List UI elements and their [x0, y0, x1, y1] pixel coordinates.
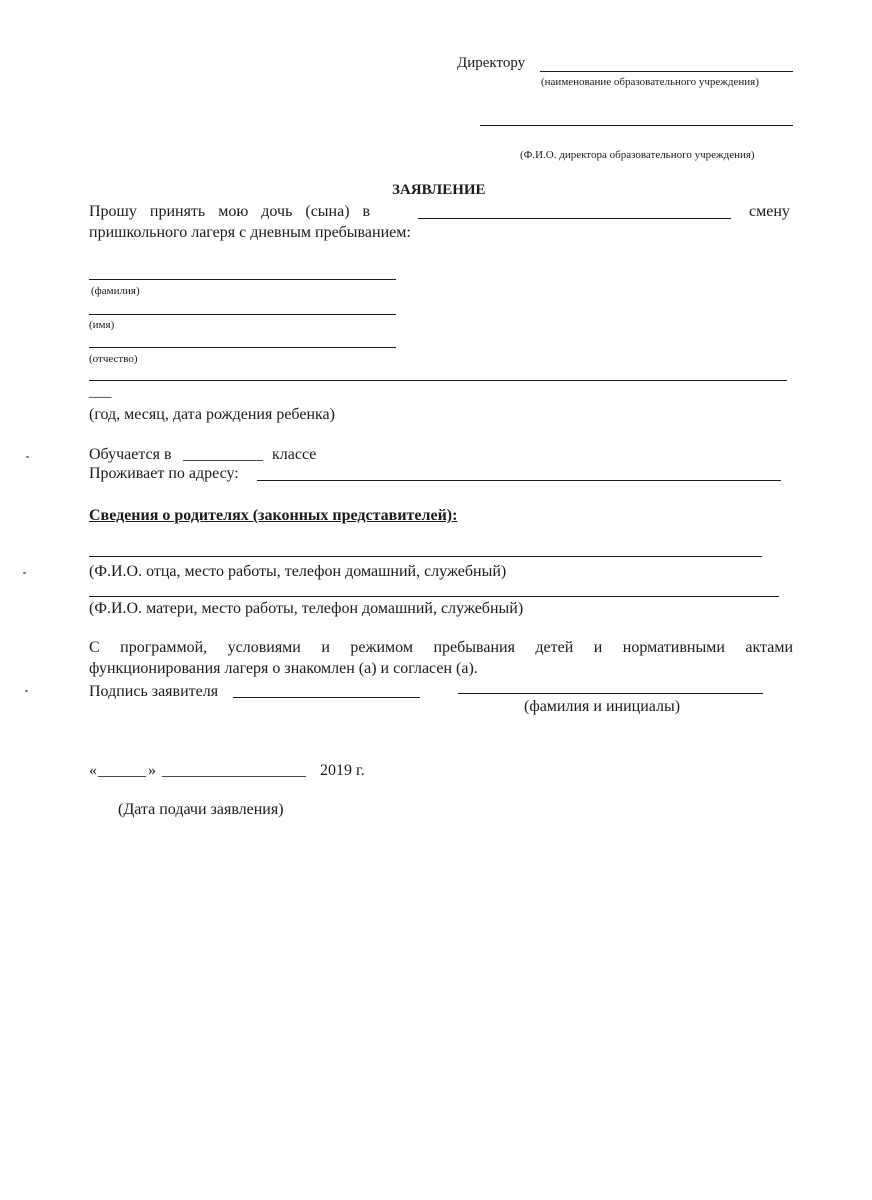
- signature-label: Подпись заявителя: [89, 683, 219, 700]
- grade-suffix: классе: [272, 446, 317, 463]
- scan-speck: [25, 690, 28, 692]
- signature-line[interactable]: [233, 697, 420, 698]
- birth-dash: ___: [89, 384, 112, 400]
- address-label: Проживает по адресу:: [89, 465, 239, 482]
- patronymic-line[interactable]: [89, 347, 396, 348]
- date-open-quote: «: [89, 762, 97, 779]
- name-caption: (имя): [89, 319, 115, 331]
- birth-caption: (год, месяц, дата рождения ребенка): [89, 406, 335, 423]
- grade-prefix: Обучается в: [89, 446, 172, 463]
- date-close-quote: »: [148, 762, 156, 779]
- date-year: 2019 г.: [320, 762, 365, 779]
- date-month-blank[interactable]: __________________: [162, 762, 306, 779]
- birth-date-line[interactable]: [89, 380, 787, 381]
- surname-line[interactable]: [89, 279, 396, 280]
- scan-speck: [23, 572, 26, 574]
- mother-line[interactable]: [89, 596, 779, 597]
- date-caption: (Дата подачи заявления): [118, 801, 284, 818]
- address-line[interactable]: [257, 480, 781, 481]
- director-caption: (Ф.И.О. директора образовательного учреждения): [520, 149, 755, 161]
- patronymic-caption: (отчество): [89, 353, 138, 365]
- request-text: Прошу принять мою дочь (сына) в: [89, 203, 371, 220]
- shift-line[interactable]: [418, 218, 731, 219]
- scan-speck: [26, 456, 29, 458]
- father-caption: (Ф.И.О. отца, место работы, телефон домашний, служебный): [89, 563, 507, 580]
- agreement-line-1: С программой, условиями и режимом пребывания детей и нормативными актами: [89, 639, 793, 656]
- date-day-blank[interactable]: ______: [98, 762, 146, 779]
- signature-name-line[interactable]: [458, 693, 763, 694]
- surname-caption: (фамилия): [91, 285, 140, 297]
- institution-name-line[interactable]: [540, 71, 793, 72]
- institution-caption: (наименование образовательного учреждения): [541, 76, 759, 88]
- name-line[interactable]: [89, 314, 396, 315]
- mother-caption: (Ф.И.О. матери, место работы, телефон домашний, служебный): [89, 600, 524, 617]
- request-continuation: пришкольного лагеря с дневным пребыванием:: [89, 224, 411, 241]
- shift-label: смену: [749, 203, 790, 220]
- parents-heading: Сведения о родителях (законных представителей):: [89, 507, 458, 524]
- father-line[interactable]: [89, 556, 762, 557]
- addressee-label: Директору: [457, 55, 526, 71]
- page-title: ЗАЯВЛЕНИЕ: [392, 182, 486, 198]
- agreement-line-2: функционирования лагеря о знакомлен (а) и согласен (а).: [89, 660, 478, 677]
- grade-blank[interactable]: __________: [183, 446, 263, 463]
- director-name-line[interactable]: [480, 125, 793, 126]
- signature-name-caption: (фамилия и инициалы): [524, 698, 681, 715]
